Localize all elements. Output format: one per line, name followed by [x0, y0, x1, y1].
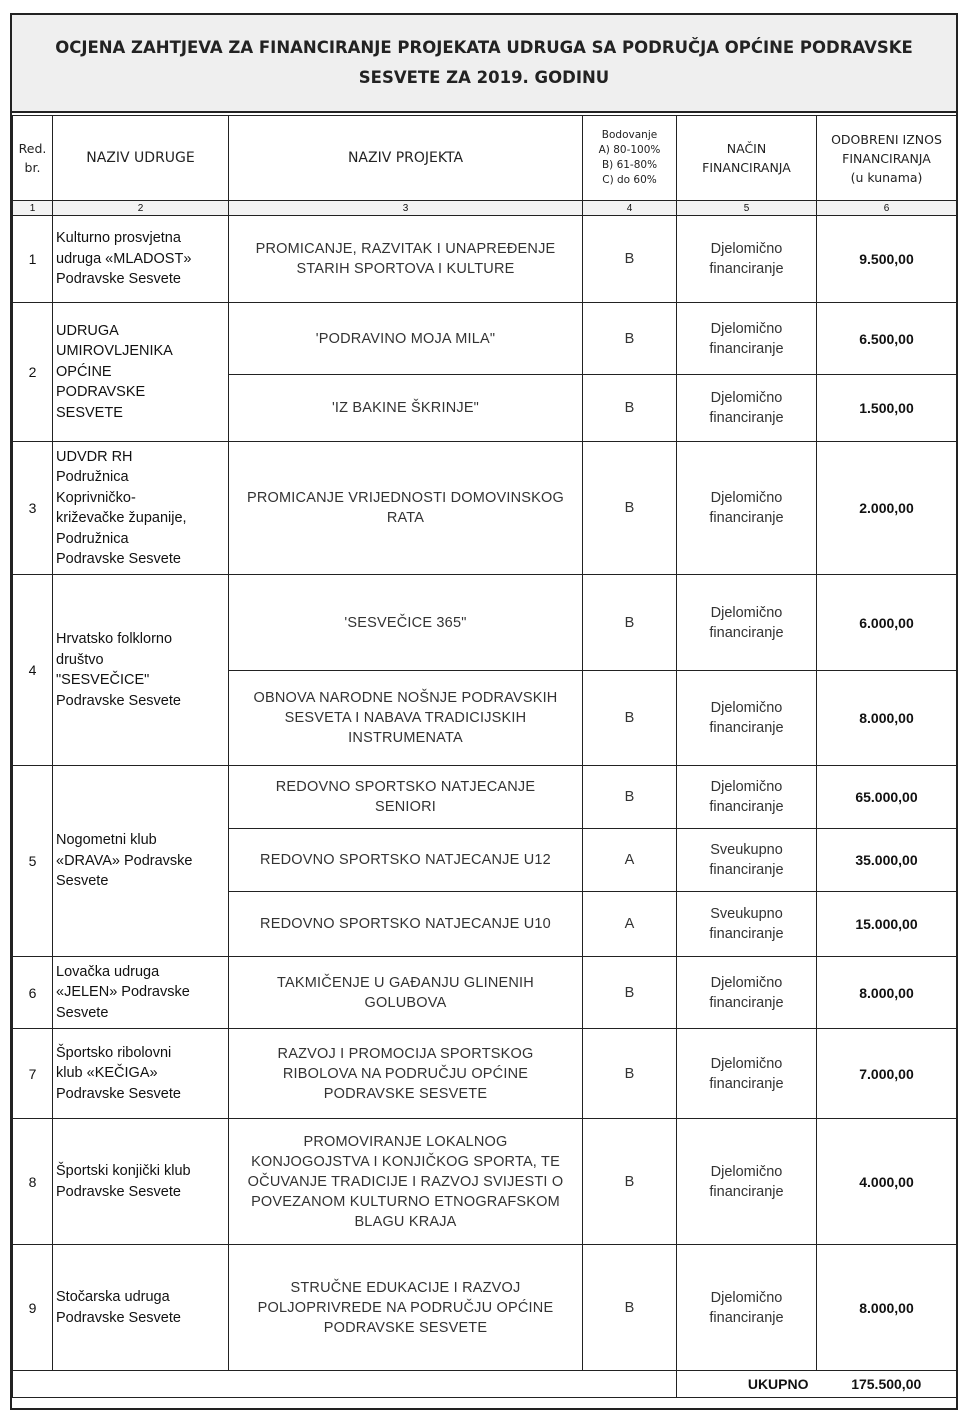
header-odobreni-iznos	[817, 116, 957, 201]
project-name-line: RAZVOJ I PROMOCIJA SPORTSKOG	[277, 1045, 534, 1062]
association-name-line: «DRAVA» Podravske	[56, 852, 193, 869]
association-name	[53, 303, 229, 442]
table-row	[13, 957, 957, 1029]
header-naziv-projekta: NAZIV PROJEKTA	[229, 116, 583, 201]
row-number: 4	[13, 575, 53, 766]
project-name	[229, 442, 583, 575]
project-name-line: RIBOLOVA NA PODRUČJU OPĆINE	[282, 1065, 529, 1082]
project-name	[229, 216, 583, 303]
score-grade: B	[583, 575, 677, 671]
financing-method-line: financiranje	[709, 926, 784, 942]
financing-method	[677, 1245, 817, 1371]
association-name-line: Podružnica	[56, 469, 129, 485]
association-name	[53, 1029, 229, 1119]
table-row	[13, 766, 957, 829]
row-number: 3	[13, 442, 53, 575]
association-name-line: društvo	[56, 651, 104, 668]
score-grade: B	[583, 216, 677, 303]
association-name-line: Sesvete	[56, 1004, 109, 1021]
row-number: 5	[13, 766, 53, 957]
project-name	[229, 1245, 583, 1371]
approved-amount: 6.500,00	[817, 303, 957, 375]
association-name	[53, 957, 229, 1029]
header-bodovanje-line: Bodovanje	[601, 129, 658, 141]
association-name-line: Koprivničko-	[56, 489, 136, 506]
document-page	[10, 13, 958, 1410]
approved-amount: 65.000,00	[817, 766, 957, 829]
financing-method-line: Djelomično	[710, 320, 783, 337]
association-name-line: Kulturno prosvjetna	[56, 230, 181, 247]
financing-method-line: financiranje	[709, 994, 784, 1011]
financing-method-line: Djelomično	[710, 241, 783, 257]
association-name-line: «JELEN» Podravske	[56, 984, 190, 1001]
score-grade: B	[583, 303, 677, 375]
table-row	[13, 1119, 957, 1245]
financing-method-line: Sveukupno	[710, 842, 783, 858]
financing-method	[677, 1029, 817, 1119]
project-name-line: 'PODRAVINO MOJA MILA"	[315, 330, 496, 347]
column-number: 2	[53, 201, 229, 216]
total-row-spacer	[13, 1371, 677, 1398]
project-name-line: STRUČNE EDUKACIJE I RAZVOJ	[290, 1279, 521, 1296]
row-number: 6	[13, 957, 53, 1029]
score-grade: B	[583, 1119, 677, 1245]
association-name-line: Podravske Sesvete	[56, 692, 181, 709]
association-name-line: Nogometni klub	[56, 832, 157, 849]
header-naziv-udruge: NAZIV UDRUGE	[53, 116, 229, 201]
financing-method	[677, 375, 817, 442]
row-number: 7	[13, 1029, 53, 1119]
financing-method-line: financiranje	[709, 261, 784, 277]
column-number: 4	[583, 201, 677, 216]
score-grade: B	[583, 671, 677, 766]
project-name-line: REDOVNO SPORTSKO NATJECANJE U10	[260, 916, 551, 932]
column-number: 5	[677, 201, 817, 216]
score-grade: B	[583, 957, 677, 1029]
association-name-line: SESVETE	[56, 404, 123, 421]
association-name	[53, 442, 229, 575]
project-name	[229, 671, 583, 766]
association-name	[53, 1119, 229, 1245]
approved-amount: 2.000,00	[817, 442, 957, 575]
header-bodovanje-line: C) do 60%	[602, 174, 657, 186]
header-nacin-line: FINANCIRANJA	[702, 160, 791, 175]
financing-method-line: financiranje	[709, 720, 784, 736]
association-name-line: UMIROVLJENIKA	[56, 343, 173, 360]
financing-method	[677, 892, 817, 957]
project-name	[229, 766, 583, 829]
project-name-line: PROMICANJE, RAZVITAK I UNAPREĐENJE	[255, 241, 556, 257]
header-iznos-line: ODOBRENI IZNOS	[831, 131, 942, 147]
project-name-line: PROMOVIRANJE LOKALNOG	[303, 1133, 508, 1150]
approved-amount: 6.000,00	[817, 575, 957, 671]
project-name-line: KONJOGOJSTVA I KONJIČKOG SPORTA, TE	[251, 1153, 560, 1170]
association-name	[53, 1245, 229, 1371]
association-name-line: Lovačka udruga	[56, 963, 160, 980]
column-number: 3	[229, 201, 583, 216]
association-name-line: Stočarska udruga	[56, 1289, 170, 1305]
financing-method-line: Djelomično	[710, 779, 783, 795]
header-iznos-line: (u kunama)	[850, 169, 923, 185]
approved-amount: 8.000,00	[817, 957, 957, 1029]
financing-method	[677, 671, 817, 766]
financing-method	[677, 829, 817, 892]
financing-method-line: Djelomično	[710, 604, 783, 621]
header-nacin-financiranja	[677, 116, 817, 201]
score-grade: A	[583, 892, 677, 957]
project-name-line: INSTRUMENATA	[348, 730, 463, 746]
table-row	[13, 303, 957, 375]
project-name	[229, 957, 583, 1029]
table-row	[13, 575, 957, 671]
project-name-line: TAKMIČENJE U GAĐANJU GLINENIH	[277, 974, 534, 991]
column-number-row	[13, 201, 957, 216]
association-name-line: Športski konjički klub	[56, 1163, 191, 1179]
association-name-line: Podružnica	[56, 530, 129, 547]
total-row	[13, 1371, 957, 1398]
column-number: 6	[817, 201, 957, 216]
document-title	[12, 15, 956, 113]
association-name	[53, 216, 229, 303]
project-name-line: REDOVNO SPORTSKO NATJECANJE U12	[260, 852, 551, 868]
association-name-line: UDRUGA	[56, 322, 119, 339]
score-grade: B	[583, 1029, 677, 1119]
association-name-line: Sesvete	[56, 873, 109, 890]
table-row	[13, 1245, 957, 1371]
financing-method-line: financiranje	[709, 510, 784, 526]
total-amount: 175.500,00	[817, 1371, 957, 1398]
projects-table	[12, 115, 957, 1398]
financing-method	[677, 442, 817, 575]
association-name-line: Podravske Sesvete	[56, 1183, 181, 1200]
association-name-line: Podravske Sesvete	[56, 1309, 181, 1326]
project-name-line: REDOVNO SPORTSKO NATJECANJE	[275, 779, 536, 795]
financing-method-line: Djelomično	[710, 974, 783, 991]
project-name-line: SENIORI	[374, 799, 437, 815]
project-name-line: BLAGU KRAJA	[354, 1213, 457, 1230]
project-name-line: RATA	[386, 510, 425, 526]
project-name-line: GOLUBOVA	[364, 994, 447, 1011]
score-grade: B	[583, 442, 677, 575]
financing-method-line: financiranje	[709, 862, 784, 878]
financing-method-line: financiranje	[709, 799, 784, 815]
financing-method	[677, 216, 817, 303]
financing-method-line: financiranje	[709, 1309, 784, 1326]
financing-method-line: Djelomično	[710, 1055, 783, 1072]
association-name-line: Športsko ribolovni	[56, 1044, 172, 1061]
association-name-line: UDVDR RH	[56, 448, 133, 465]
financing-method-line: financiranje	[709, 624, 784, 641]
association-name	[53, 766, 229, 957]
association-name-line: "SESVEČICE"	[56, 672, 150, 688]
financing-method-line: financiranje	[709, 1183, 784, 1200]
financing-method-line: Djelomično	[710, 490, 783, 506]
header-iznos-line: FINANCIRANJA	[842, 150, 931, 166]
financing-method-line: Sveukupno	[710, 906, 783, 922]
project-name	[229, 375, 583, 442]
header-nacin-line: NAČIN	[726, 141, 767, 156]
financing-method	[677, 303, 817, 375]
row-number: 9	[13, 1245, 53, 1371]
row-number: 1	[13, 216, 53, 303]
column-number: 1	[13, 201, 53, 216]
financing-method-line: Djelomično	[710, 1163, 783, 1180]
project-name-line: PODRAVSKE SESVETE	[323, 1319, 488, 1336]
approved-amount: 1.500,00	[817, 375, 957, 442]
header-red-br	[13, 116, 53, 201]
approved-amount: 9.500,00	[817, 216, 957, 303]
financing-method	[677, 766, 817, 829]
table-body	[13, 216, 957, 1398]
project-name	[229, 303, 583, 375]
financing-method-line: Djelomično	[710, 1289, 783, 1306]
header-red-br-line1: Red.	[18, 141, 47, 156]
association-name-line: križevačke županije,	[56, 510, 187, 526]
project-name	[229, 829, 583, 892]
score-grade: B	[583, 1245, 677, 1371]
association-name	[53, 575, 229, 766]
table-row	[13, 1029, 957, 1119]
approved-amount: 8.000,00	[817, 671, 957, 766]
financing-method	[677, 957, 817, 1029]
project-name	[229, 1119, 583, 1245]
total-label: UKUPNO	[677, 1371, 817, 1398]
association-name-line: Podravske Sesvete	[56, 271, 181, 288]
project-name-line: SESVETA I NABAVA TRADICIJSKIH	[284, 710, 527, 726]
financing-method-line: Djelomično	[710, 700, 783, 716]
association-name-line: udruga «MLADOST»	[56, 250, 192, 267]
financing-method	[677, 1119, 817, 1245]
financing-method-line: financiranje	[709, 1075, 784, 1092]
project-name-line: 'IZ BAKINE ŠKRINJE"	[331, 400, 480, 416]
project-name-line: PODRAVSKE SESVETE	[323, 1085, 488, 1102]
project-name	[229, 575, 583, 671]
association-name-line: Podravske Sesvete	[56, 551, 181, 567]
header-bodovanje	[583, 116, 677, 201]
table-row	[13, 442, 957, 575]
approved-amount: 35.000,00	[817, 829, 957, 892]
header-red-br-line2: br.	[24, 160, 41, 175]
financing-method-line: Djelomično	[710, 390, 783, 406]
financing-method-line: financiranje	[709, 340, 784, 357]
project-name-line: STARIH SPORTOVA I KULTURE	[296, 261, 515, 277]
project-name-line: PROMICANJE VRIJEDNOSTI DOMOVINSKOG	[247, 490, 564, 506]
financing-method	[677, 575, 817, 671]
row-number: 8	[13, 1119, 53, 1245]
approved-amount: 15.000,00	[817, 892, 957, 957]
header-bodovanje-line: A) 80-100%	[598, 144, 661, 156]
project-name	[229, 1029, 583, 1119]
project-name-line: OČUVANJE TRADICIJE I RAZVOJ SVIJESTI O	[247, 1173, 564, 1190]
association-name-line: klub «KEČIGA»	[56, 1065, 158, 1082]
score-grade: B	[583, 766, 677, 829]
project-name-line: 'SESVEČICE 365"	[344, 614, 467, 631]
title-line-2: SESVETE ZA 2019. GODINU	[358, 68, 610, 87]
row-number: 2	[13, 303, 53, 442]
project-name-line: OBNOVA NARODNE NOŠNJE PODRAVSKIH	[253, 690, 558, 706]
association-name-line: OPĆINE	[56, 363, 112, 380]
table-row	[13, 216, 957, 303]
association-name-line: Podravske Sesvete	[56, 1085, 181, 1102]
approved-amount: 4.000,00	[817, 1119, 957, 1245]
score-grade: A	[583, 829, 677, 892]
score-grade: B	[583, 375, 677, 442]
financing-method-line: financiranje	[709, 410, 784, 426]
project-name-line: POVEZANOM KULTURNO ETNOGRAFSKOM	[251, 1193, 560, 1210]
approved-amount: 8.000,00	[817, 1245, 957, 1371]
project-name	[229, 892, 583, 957]
title-line-1: OCJENA ZAHTJEVA ZA FINANCIRANJE PROJEKATA UDRUGA SA PODRUČJA OPĆINE PODRAVSKE	[55, 38, 913, 57]
header-row	[13, 116, 957, 201]
association-name-line: PODRAVSKE	[56, 384, 146, 401]
approved-amount: 7.000,00	[817, 1029, 957, 1119]
project-name-line: POLJOPRIVREDE NA PODRUČJU OPĆINE	[257, 1299, 554, 1316]
header-bodovanje-line: B) 61-80%	[601, 159, 658, 171]
association-name-line: Hrvatsko folklorno	[56, 631, 173, 647]
